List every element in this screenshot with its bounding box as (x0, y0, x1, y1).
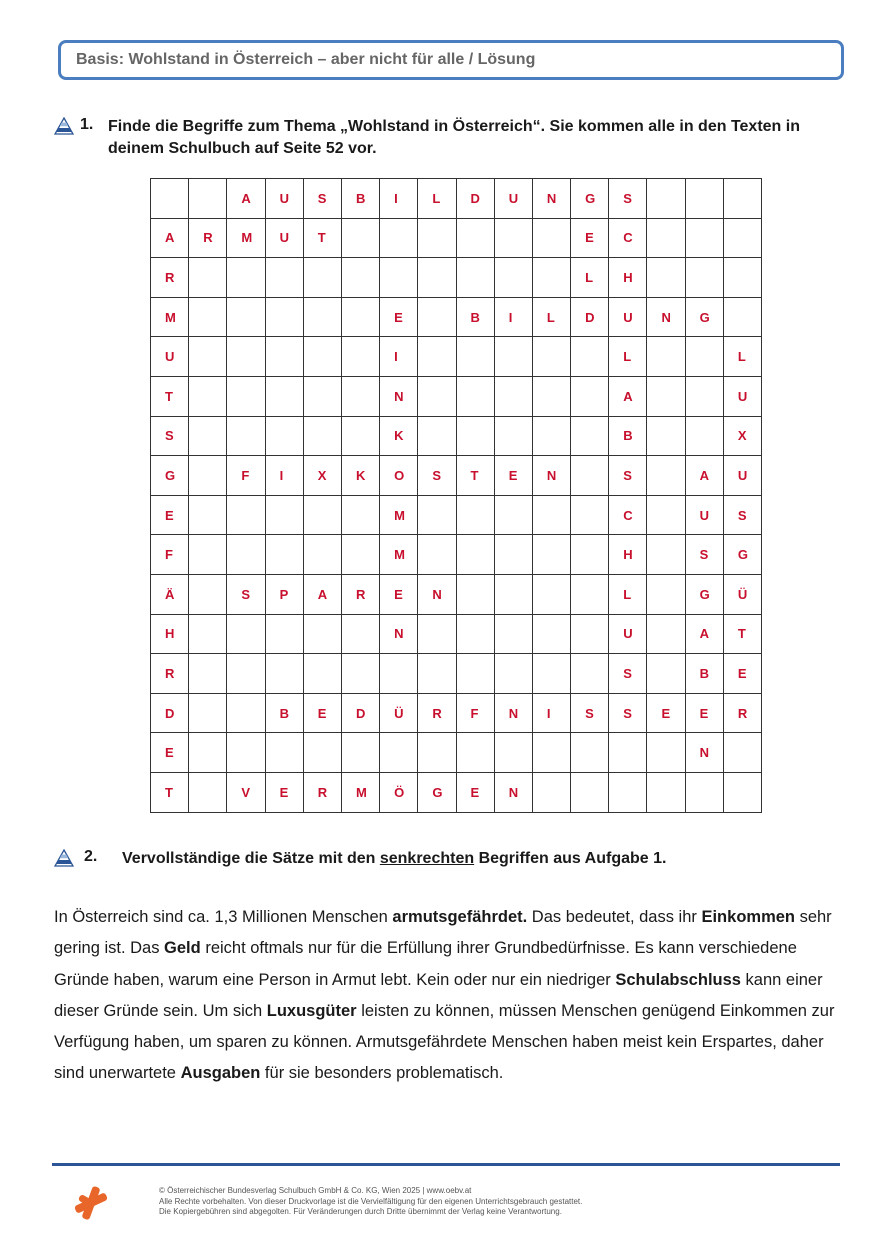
answer-word: Einkommen (701, 908, 795, 926)
grid-cell (341, 733, 379, 773)
difficulty-pyramid-icon (54, 849, 74, 867)
grid-cell (685, 218, 723, 258)
grid-cell: U (265, 179, 303, 219)
grid-cell: L (609, 574, 647, 614)
grid-row (151, 179, 762, 219)
grid-cell (647, 733, 685, 773)
grid-cell: I (380, 337, 418, 377)
grid-cell (532, 654, 570, 694)
grid-cell (189, 376, 227, 416)
grid-cell (494, 614, 532, 654)
answer-word: armutsgefährdet. (392, 908, 528, 926)
grid-cell (685, 337, 723, 377)
grid-cell (571, 495, 609, 535)
grid-cell: E (303, 693, 341, 733)
grid-cell: E (685, 693, 723, 733)
grid-row (151, 772, 762, 812)
grid-cell (571, 416, 609, 456)
grid-cell (456, 574, 494, 614)
grid-cell: C (609, 218, 647, 258)
grid-cell: S (609, 456, 647, 496)
grid-cell: N (494, 693, 532, 733)
grid-cell (341, 258, 379, 298)
grid-cell (456, 258, 494, 298)
grid-cell: C (609, 495, 647, 535)
underlined-word: senkrechten (379, 850, 475, 867)
grid-cell: D (456, 179, 494, 219)
grid-row (151, 456, 762, 496)
grid-row (151, 416, 762, 456)
grid-cell (609, 733, 647, 773)
grid-cell (685, 376, 723, 416)
grid-cell (647, 179, 685, 219)
grid-cell (189, 297, 227, 337)
grid-cell: R (341, 574, 379, 614)
grid-cell: N (418, 574, 456, 614)
grid-cell: I (494, 297, 532, 337)
grid-cell: E (494, 456, 532, 496)
grid-cell: L (418, 179, 456, 219)
grid-cell: M (341, 772, 379, 812)
grid-cell: M (227, 218, 265, 258)
grid-cell (647, 772, 685, 812)
grid-cell: S (609, 179, 647, 219)
grid-cell: N (380, 614, 418, 654)
grid-cell: S (303, 179, 341, 219)
task-2-instruction: Vervollständige die Sätze mit den senkrechten Begriffen aus Aufgabe 1. (122, 850, 667, 867)
grid-cell (341, 416, 379, 456)
grid-cell (456, 337, 494, 377)
grid-cell (685, 258, 723, 298)
grid-cell (341, 218, 379, 258)
grid-cell (227, 495, 265, 535)
grid-cell: A (685, 614, 723, 654)
grid-cell: S (609, 693, 647, 733)
task-2-number: 2. (84, 848, 98, 865)
grid-cell: E (151, 495, 189, 535)
grid-cell (341, 495, 379, 535)
grid-cell: T (456, 456, 494, 496)
grid-cell (151, 179, 189, 219)
grid-cell: N (494, 772, 532, 812)
grid-cell (723, 258, 761, 298)
oebv-logo-icon (72, 1184, 110, 1222)
grid-cell: G (723, 535, 761, 575)
grid-cell (494, 733, 532, 773)
grid-cell (532, 495, 570, 535)
grid-cell: G (418, 772, 456, 812)
footer-divider (52, 1163, 840, 1166)
grid-cell (494, 495, 532, 535)
grid-cell: F (227, 456, 265, 496)
grid-cell: I (532, 693, 570, 733)
grid-cell (532, 614, 570, 654)
grid-cell (341, 614, 379, 654)
page-title: Basis: Wohlstand in Österreich – aber nicht für alle / Lösung (76, 51, 536, 68)
grid-cell (456, 495, 494, 535)
grid-cell (189, 258, 227, 298)
grid-cell: M (151, 297, 189, 337)
grid-cell (532, 258, 570, 298)
grid-cell (303, 495, 341, 535)
grid-row (151, 337, 762, 377)
grid-cell (189, 337, 227, 377)
grid-cell (265, 614, 303, 654)
grid-cell: B (609, 416, 647, 456)
grid-cell: R (189, 218, 227, 258)
grid-cell (265, 416, 303, 456)
grid-cell (532, 535, 570, 575)
grid-cell (723, 297, 761, 337)
grid-cell: U (723, 456, 761, 496)
grid-cell: U (494, 179, 532, 219)
grid-cell: U (609, 614, 647, 654)
task-1-instruction: Finde die Begriffe zum Thema „Wohlstand in Österreich“. Sie kommen alle in den Texten in deinem Schulbuch auf Seite 52 vor. (108, 118, 800, 157)
grid-cell (227, 337, 265, 377)
grid-cell (341, 376, 379, 416)
grid-cell (418, 218, 456, 258)
grid-cell (341, 654, 379, 694)
grid-cell (380, 733, 418, 773)
grid-cell (494, 535, 532, 575)
grid-cell (456, 376, 494, 416)
grid-row (151, 376, 762, 416)
grid-cell (227, 535, 265, 575)
grid-cell: G (685, 297, 723, 337)
grid-cell: E (571, 218, 609, 258)
grid-cell (571, 733, 609, 773)
grid-cell: G (571, 179, 609, 219)
solution-paragraph: In Österreich sind ca. 1,3 Millionen Menschen armutsgefährdet. Das bedeutet, dass ihr Einkommen sehr gering ist. Das Geld reicht oftmals nur für die Erfüllung ihrer Grundbedürfnisse. Es kann verschiedene Gründe haben, warum eine Person in Armut lebt. Kein oder nur ein niedriger Schulabschluss kann einer dieser Gründe sein. Um sich Luxusgüter leisten zu können, müssen Menschen genügend Einkommen zur Verfügung haben, um sparen zu können. Armutsgefährdete Menschen haben meist kein Erspartes, daher sind unerwartete Ausgaben für sie besonders problematisch. (54, 908, 835, 1083)
grid-cell: U (609, 297, 647, 337)
task-2 (54, 848, 666, 870)
grid-cell (227, 416, 265, 456)
grid-cell: T (723, 614, 761, 654)
grid-cell (265, 654, 303, 694)
grid-cell: S (571, 693, 609, 733)
grid-cell: E (647, 693, 685, 733)
grid-cell: K (341, 456, 379, 496)
grid-cell: P (265, 574, 303, 614)
grid-cell: L (532, 297, 570, 337)
grid-cell: B (265, 693, 303, 733)
grid-cell: V (227, 772, 265, 812)
grid-cell (227, 376, 265, 416)
grid-cell (571, 574, 609, 614)
grid-cell (189, 772, 227, 812)
grid-cell: H (609, 258, 647, 298)
grid-cell: Ü (723, 574, 761, 614)
grid-cell: X (303, 456, 341, 496)
grid-cell (418, 654, 456, 694)
grid-cell (532, 376, 570, 416)
grid-cell (303, 733, 341, 773)
grid-cell (494, 574, 532, 614)
grid-cell (418, 297, 456, 337)
grid-cell: Ä (151, 574, 189, 614)
grid-cell: A (227, 179, 265, 219)
header-box (58, 40, 844, 80)
grid-cell (456, 733, 494, 773)
grid-cell (189, 179, 227, 219)
grid-cell (647, 337, 685, 377)
grid-cell: S (151, 416, 189, 456)
grid-cell: B (685, 654, 723, 694)
grid-cell: U (723, 376, 761, 416)
grid-cell (494, 416, 532, 456)
grid-cell: N (685, 733, 723, 773)
grid-row (151, 733, 762, 773)
grid-cell (265, 258, 303, 298)
grid-cell: R (303, 772, 341, 812)
grid-cell (418, 258, 456, 298)
grid-cell (494, 654, 532, 694)
grid-cell (456, 535, 494, 575)
grid-cell (418, 614, 456, 654)
grid-cell: U (265, 218, 303, 258)
grid-cell: L (609, 337, 647, 377)
grid-cell (456, 416, 494, 456)
grid-cell: R (723, 693, 761, 733)
grid-cell: S (609, 654, 647, 694)
grid-cell: I (265, 456, 303, 496)
grid-cell: R (151, 654, 189, 694)
task-1 (54, 116, 828, 160)
grid-cell: N (532, 456, 570, 496)
grid-cell (494, 337, 532, 377)
grid-cell: E (456, 772, 494, 812)
grid-cell (647, 416, 685, 456)
grid-row (151, 535, 762, 575)
answer-word: Schulabschluss (615, 970, 741, 989)
grid-cell (189, 535, 227, 575)
grid-cell: E (265, 772, 303, 812)
grid-cell: S (227, 574, 265, 614)
grid-cell: E (380, 574, 418, 614)
grid-cell (571, 654, 609, 694)
grid-cell (647, 535, 685, 575)
grid-cell (494, 218, 532, 258)
grid-cell (456, 218, 494, 258)
grid-cell (227, 258, 265, 298)
grid-cell (189, 495, 227, 535)
grid-cell (647, 495, 685, 535)
grid-cell (303, 614, 341, 654)
grid-cell: Ö (380, 772, 418, 812)
grid-cell (532, 337, 570, 377)
grid-cell (418, 733, 456, 773)
grid-row (151, 218, 762, 258)
grid-cell: E (380, 297, 418, 337)
grid-cell (380, 258, 418, 298)
grid-cell: G (685, 574, 723, 614)
grid-cell (189, 614, 227, 654)
grid-cell (341, 535, 379, 575)
grid-cell (685, 772, 723, 812)
grid-cell (189, 416, 227, 456)
grid-row (151, 258, 762, 298)
grid-row (151, 495, 762, 535)
grid-cell (303, 337, 341, 377)
grid-cell (456, 614, 494, 654)
grid-cell: T (151, 376, 189, 416)
copyright-notice: © Österreichischer Bundesverlag Schulbuch GmbH & Co. KG, Wien 2025 | www.oebv.at Alle Rechte vorbehalten. Von dieser Druckvorlage ist die Vervielfältigung für den eigenen Unterrichtsgebrauch gestattet. Die Kopiergebühren sind abgegolten. Für Veränderungen durch Dritte übernimmt der Verlag keine Verantwortung. (159, 1186, 583, 1216)
grid-cell: B (341, 179, 379, 219)
grid-cell (571, 772, 609, 812)
grid-row (151, 574, 762, 614)
grid-cell: S (418, 456, 456, 496)
grid-cell (341, 297, 379, 337)
grid-cell (189, 574, 227, 614)
answer-word: Ausgaben (180, 1064, 261, 1083)
grid-cell (647, 258, 685, 298)
grid-cell: A (151, 218, 189, 258)
grid-cell: B (456, 297, 494, 337)
grid-cell (571, 614, 609, 654)
grid-cell: A (609, 376, 647, 416)
grid-cell: A (685, 456, 723, 496)
grid-row (151, 693, 762, 733)
grid-cell (227, 297, 265, 337)
grid-cell: Ü (380, 693, 418, 733)
grid-cell (647, 218, 685, 258)
grid-cell (227, 693, 265, 733)
grid-cell (418, 337, 456, 377)
answer-word: Luxusgüter (266, 1001, 357, 1020)
grid-cell (227, 654, 265, 694)
grid-cell: L (571, 258, 609, 298)
grid-cell (303, 654, 341, 694)
grid-cell (380, 218, 418, 258)
grid-cell (685, 179, 723, 219)
grid-cell (380, 654, 418, 694)
grid-cell: G (151, 456, 189, 496)
grid-cell: M (380, 495, 418, 535)
grid-cell: D (151, 693, 189, 733)
grid-cell: A (303, 574, 341, 614)
grid-cell: U (685, 495, 723, 535)
grid-cell: S (685, 535, 723, 575)
grid-cell (303, 376, 341, 416)
grid-cell (227, 614, 265, 654)
grid-cell: S (723, 495, 761, 535)
grid-cell: N (380, 376, 418, 416)
grid-cell (303, 297, 341, 337)
grid-cell (494, 258, 532, 298)
grid-cell: D (571, 297, 609, 337)
grid-cell: F (456, 693, 494, 733)
grid-cell (723, 179, 761, 219)
grid-cell (227, 733, 265, 773)
grid-cell: E (723, 654, 761, 694)
grid-row (151, 297, 762, 337)
grid-cell (647, 574, 685, 614)
grid-cell (609, 772, 647, 812)
grid-cell: E (151, 733, 189, 773)
word-search-grid (150, 178, 762, 813)
grid-cell (723, 218, 761, 258)
answer-word: Geld (164, 939, 201, 958)
grid-cell (571, 456, 609, 496)
grid-cell: L (723, 337, 761, 377)
grid-cell: T (151, 772, 189, 812)
grid-cell (723, 772, 761, 812)
grid-cell (189, 456, 227, 496)
difficulty-pyramid-icon (54, 117, 74, 135)
grid-cell (456, 654, 494, 694)
grid-cell (532, 733, 570, 773)
grid-cell (189, 693, 227, 733)
grid-cell: H (609, 535, 647, 575)
grid-cell (647, 654, 685, 694)
grid-cell: N (647, 297, 685, 337)
grid-cell (647, 376, 685, 416)
grid-cell (647, 614, 685, 654)
grid-cell (418, 495, 456, 535)
grid-row (151, 654, 762, 694)
grid-row (151, 614, 762, 654)
grid-cell (265, 495, 303, 535)
grid-cell (418, 416, 456, 456)
grid-cell (265, 376, 303, 416)
grid-cell: N (532, 179, 570, 219)
grid-cell (685, 416, 723, 456)
grid-cell (303, 416, 341, 456)
grid-cell (189, 733, 227, 773)
grid-cell: T (303, 218, 341, 258)
grid-cell (571, 376, 609, 416)
grid-cell (532, 416, 570, 456)
grid-cell (647, 456, 685, 496)
grid-cell: O (380, 456, 418, 496)
grid-cell (341, 337, 379, 377)
grid-cell: U (151, 337, 189, 377)
grid-cell (265, 337, 303, 377)
grid-cell (265, 535, 303, 575)
grid-cell (532, 772, 570, 812)
task-1-number: 1. (80, 116, 94, 133)
grid-cell: M (380, 535, 418, 575)
grid-cell: R (151, 258, 189, 298)
grid-cell (494, 376, 532, 416)
grid-cell: I (380, 179, 418, 219)
grid-cell: K (380, 416, 418, 456)
grid-cell: R (418, 693, 456, 733)
grid-cell (265, 733, 303, 773)
grid-cell (532, 574, 570, 614)
grid-cell (303, 535, 341, 575)
grid-cell (532, 218, 570, 258)
grid-cell (571, 337, 609, 377)
grid-cell: H (151, 614, 189, 654)
grid-cell (418, 376, 456, 416)
grid-cell (723, 733, 761, 773)
grid-cell (418, 535, 456, 575)
grid-cell (571, 535, 609, 575)
grid-cell: F (151, 535, 189, 575)
grid-cell: D (341, 693, 379, 733)
grid-cell: X (723, 416, 761, 456)
grid-cell (303, 258, 341, 298)
grid-cell (265, 297, 303, 337)
grid-cell (189, 654, 227, 694)
